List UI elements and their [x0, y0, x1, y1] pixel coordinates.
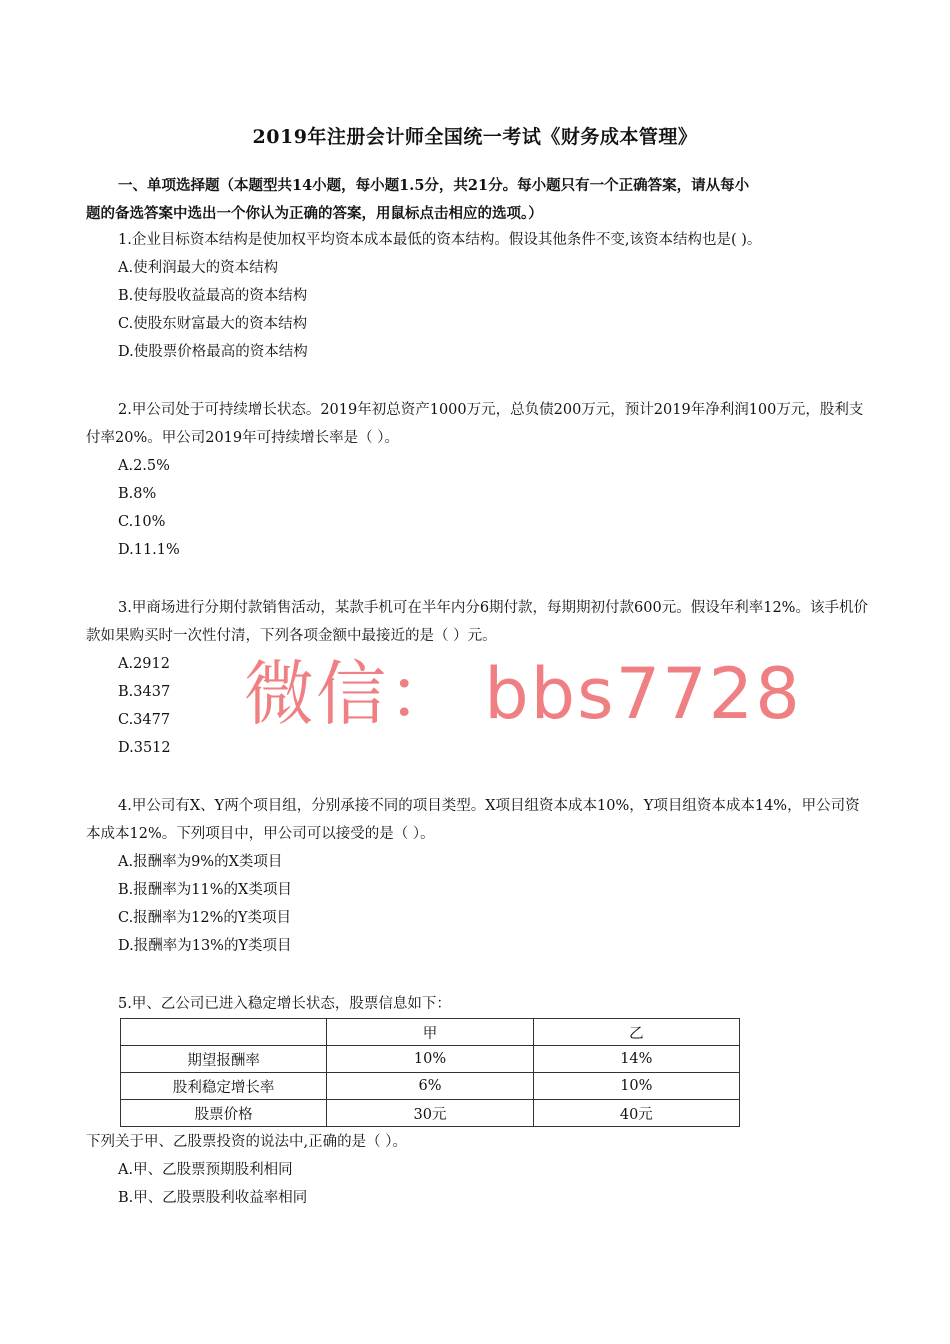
- table-row: [121, 1046, 740, 1073]
- question-2-option-d[interactable]: D.11.1%: [118, 542, 180, 558]
- question-2-option-a[interactable]: A.2.5%: [118, 458, 170, 474]
- question-2-stem: 2.甲公司处于可持续增长状态。2019年初总资产1000万元，总负债200万元，预计2019年净利润100万元，股利支付率20%。甲公司2019年可持续增长率是（ ）。: [86, 402, 864, 446]
- table-row: [121, 1073, 740, 1100]
- question-1-stem: 1.企业目标资本结构是使加权平均资本成本最低的资本结构。假设其他条件不变,该资本结构也是( )。: [118, 232, 762, 248]
- table-header-row: [121, 1019, 740, 1046]
- question-4-option-c[interactable]: C.报酬率为12%的Y类项目: [118, 910, 291, 926]
- section-heading-line2: 题的备选答案中选出一个你认为正确的答案，用鼠标点击相应的选项。）: [86, 205, 543, 222]
- question-1-option-d[interactable]: D.使股票价格最高的资本结构: [118, 344, 308, 360]
- question-3-option-b[interactable]: B.3437: [118, 684, 171, 700]
- question-1-option-c[interactable]: C.使股东财富最大的资本结构: [118, 316, 308, 332]
- section-heading: [86, 172, 868, 228]
- document-title: 2019年注册会计师全国统一考试《财务成本管理》: [252, 126, 698, 148]
- question-4-stem: 4.甲公司有X、Y两个项目组，分别承接不同的项目类型。X项目组资本成本10%，Y项目组资本成本14%，甲公司资本成本12%。下列项目中，甲公司可以接受的是（ ）。: [86, 798, 860, 842]
- question-3-stem: 3.甲商场进行分期付款销售活动，某款手机可在半年内分6期付款，每期期初付款600元。假设年利率12%。该手机价款如果购买时一次性付清，下列各项金额中最接近的是（ ）元。: [86, 600, 868, 644]
- table-cell: 14%: [533, 1046, 739, 1073]
- table-cell: 期望报酬率: [121, 1046, 327, 1073]
- question-5-option-b[interactable]: B.甲、乙股票股利收益率相同: [118, 1190, 308, 1206]
- table-cell: 10%: [327, 1046, 533, 1073]
- table-cell: 30元: [327, 1100, 533, 1127]
- table-cell: 6%: [327, 1073, 533, 1100]
- table-header-cell: [121, 1019, 327, 1046]
- question-2-option-c[interactable]: C.10%: [118, 514, 166, 530]
- question-3-option-c[interactable]: C.3477: [118, 712, 171, 728]
- watermark-text: 微信： bbs7728: [244, 653, 802, 735]
- stock-info-table: [120, 1018, 740, 1127]
- question-2-option-b[interactable]: B.8%: [118, 486, 157, 502]
- table-header-cell: 甲: [327, 1019, 533, 1046]
- table-cell: 股票价格: [121, 1100, 327, 1127]
- table-row: [121, 1100, 740, 1127]
- table-cell: 10%: [533, 1073, 739, 1100]
- question-4-option-b[interactable]: B.报酬率为11%的X类项目: [118, 882, 292, 898]
- question-3-option-a[interactable]: A.2912: [118, 656, 170, 672]
- question-5-option-a[interactable]: A.甲、乙股票预期股利相同: [118, 1162, 293, 1178]
- question-5-prompt: 下列关于甲、乙股票投资的说法中,正确的是（ ）。: [86, 1134, 407, 1150]
- table-cell: 股利稳定增长率: [121, 1073, 327, 1100]
- question-4-option-a[interactable]: A.报酬率为9%的X类项目: [118, 854, 283, 870]
- table-header-cell: 乙: [533, 1019, 739, 1046]
- question-4-option-d[interactable]: D.报酬率为13%的Y类项目: [118, 938, 292, 954]
- table-cell: 40元: [533, 1100, 739, 1127]
- question-3-option-d[interactable]: D.3512: [118, 740, 171, 756]
- question-5-stem: 5.甲、乙公司已进入稳定增长状态，股票信息如下：: [118, 996, 451, 1012]
- question-1-option-b[interactable]: B.使每股收益最高的资本结构: [118, 288, 308, 304]
- question-1-option-a[interactable]: A.使利润最大的资本结构: [118, 260, 279, 276]
- section-heading-line1: 一、单项选择题（本题型共14小题，每小题1.5分，共21分。每小题只有一个正确答案，请从每小: [118, 177, 750, 194]
